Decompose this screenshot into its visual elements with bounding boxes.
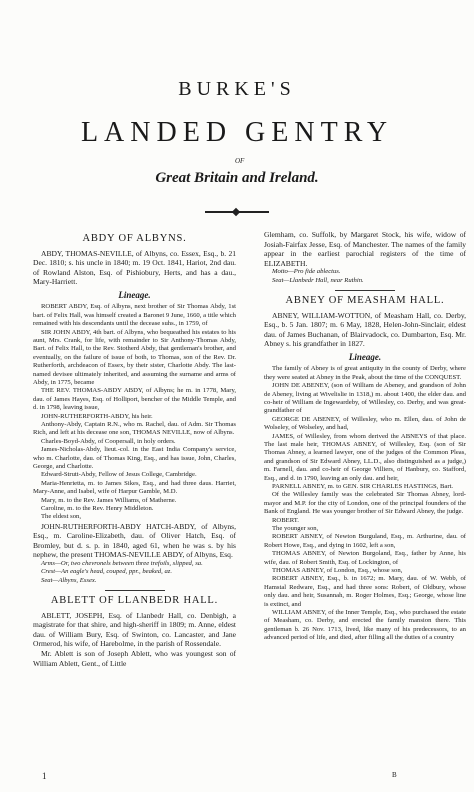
lineage-paragraph: GEORGE DE ABENEY, of Willesley, who m. Ellen, dau. of John de Wolseley, of Wolseley, and had, xyxy=(264,415,466,432)
signature-mark: B xyxy=(392,771,397,779)
lineage-paragraph: JAMES, of Willesley, from whom derived the ABNEYS of that place. The last male heir, THOMAS ABNEY, of Willesley, Esq. (son of Sir Thomas Abney, a learned lawyer, one of the judges of the Common Pleas, and grandson of Sir Edward Abney, LL.D., also distinguished as a judge,) m. Farnell, dau. and co-heir of George Villiers, of Hanbury, co. Stafford, Esq., and d. in 1790, leaving an only dau. and heir, xyxy=(264,432,466,482)
title-of: OF xyxy=(235,157,245,165)
lineage-paragraph: James-Nicholas-Abdy, lieut.-col. in the East India Company's service, who m. Charlotte, dau. of Thomas King, Esq., and has issue, John, Charles, George, and Charlotte. xyxy=(33,446,236,470)
body-paragraph: ABNEY, WILLIAM-WOTTON, of Measham Hall, co. Derby, Esq., b. 5 Jan. 1807; m. 6 May, 1828, Helen-John-Sinclair, eldest dau. of James Buchanan, of Blairvadock, co. Dumbarton, Esq. Mr. Abney s. his grandfather in 1827. xyxy=(264,310,466,349)
family-heading: ABNEY OF MEASHAM HALL. xyxy=(285,295,445,306)
title-divider xyxy=(205,211,269,213)
lineage-paragraph: THOMAS ABNEY, of Newton Burgoland, Esq., father by Anne, his wife, dau. of Robert Smith, Esq. of Lockington, of xyxy=(264,550,466,566)
section-divider xyxy=(105,590,165,591)
diamond-ornament-icon xyxy=(232,208,240,216)
lineage-paragraph: Mary, m. to the Rev. James Williams, of Matherne. xyxy=(41,496,177,504)
body-paragraph: Glemham, co. Suffolk, by Margaret Stock, his wife, widow of Josiah-Fairfax Jesse, Esq. of Manchester. The names of the family appear in the earliest parochial registers of the time of ELIZABETH. xyxy=(264,230,466,268)
lineage-paragraph: Anthony-Abdy, Captain R.N., who m. Rachel, dau. of Adm. Sir Thomas Rich, and left at his decease one son, THOMAS NEVILLE, now of Albyns. xyxy=(33,420,236,437)
lineage-paragraph: Of the Willesley family was the celebrated Sir Thomas Abney, lord-mayor and M.P. for the city of London, one of the principal founders of the Bank of England. He was younger brother of Sir Edward Abney, the judge. xyxy=(264,491,466,516)
body-paragraph: Mr. Ablett is son of Joseph Ablett, who was youngest son of William Ablett, Gent., of Little xyxy=(33,648,236,668)
body-paragraph: JOHN-RUTHERFORTH-ABDY HATCH-ABDY, of Albyns, Esq., m. Caroline-Elizabeth, dau. of Oliver Hatch, Esq. of Bromley, but d. s. p. in 1840, aged 61, when he was s. by his nephew, the present THOMAS-NEVILLE ABDY, of Albyns, Esq. xyxy=(33,521,236,560)
page-number: 1 xyxy=(42,771,47,781)
family-heading: ABLETT OF LLANBEDR HALL. xyxy=(50,595,219,607)
lineage-paragraph: Maria-Henrietta, m. to James Sikes, Esq., and had three daus. Harriet, Mary-Anne, and Isabel, wife of Harpur Gamble, M.D. xyxy=(33,479,236,496)
lineage-paragraph: Caroline, m. to the Rev. Henry Middleton. xyxy=(41,505,154,513)
right-column xyxy=(264,230,466,643)
lineage-paragraph: ROBERT. xyxy=(272,516,299,524)
arms-line: Motto—Pro fide ablectus. xyxy=(272,268,341,276)
lineage-paragraph: Edward-Strutt-Abdy, Fellow of Jesus College, Cambridge. xyxy=(41,471,197,479)
lineage-paragraph: ROBERT ABNEY, of Newton Burguland, Esq., m. Arthurine, dau. of Robert Howe, Esq., and dying in 1602, left a son, xyxy=(264,533,466,549)
title-burkes: BURKE'S xyxy=(178,78,296,100)
lineage-paragraph: PARNELL ABNEY, m. to GEN. SIR CHARLES HASTINGS, Bart. xyxy=(272,482,454,490)
lineage-paragraph: Charles-Boyd-Abdy, of Coopersall, in holy orders. xyxy=(41,437,176,445)
body-paragraph: ABDY, THOMAS-NEVILLE, of Albyns, co. Essex, Esq., b. 21 Dec. 1810; s. his uncle in 1840; m. 19 Oct. 1841, Hariot, 2nd dau. of Rowland Alston, Esq. of Pishiobury, Herts, and has a dau., Mary-Harriett. xyxy=(33,248,236,287)
lineage-paragraph: The family of Abney is of great antiquity in the county of Derby, where they were seated at Abney in the Peak, about the time of the CONQUEST. xyxy=(264,365,466,381)
lineage-paragraph: JOHN DE ABENEY, (son of William de Abeney, and grandson of John de Abeney, living at Wivelislie in 1318,) m. about 1400, the elder dau. and co-heir of William de Ingewardeby, of Willesley, co. Derby, and was great-grandfather of xyxy=(264,382,466,415)
lineage-paragraph: The younger son, xyxy=(272,525,319,532)
left-column xyxy=(33,230,236,668)
title-landed-gentry: LANDED GENTRY xyxy=(80,117,394,148)
lineage-paragraph: The eldest son, xyxy=(41,513,82,521)
arms-line: Seat—Albyns, Essex. xyxy=(41,576,97,584)
lineage-paragraph: THOMAS ABNEY, of London, Esq., whose son, xyxy=(272,567,403,575)
lineage-paragraph: THE REV. THOMAS-ABDY ABDY, of Albyns; he m. in 1778, Mary, dau. of James Hayes, Esq. of Holliport, bencher of the Middle Temple, and d. in 1798, leaving issue, xyxy=(33,387,236,412)
lineage-paragraph: WILLIAM ABNEY, of the Inner Temple, Esq., who purchased the estate of Measham, co. Derby, and erected the family mansion there. This gentleman b. 26 Nov. 1713, lived, like many of his predecessors, to an advanced period of life, and died, after filling all the duties of a country xyxy=(264,609,466,642)
body-paragraph: ABLETT, JOSEPH, Esq. of Llanbedr Hall, co. Denbigh, a magistrate for that shire, and high-sheriff in 1809; m. Anne, eldest dau. of William Bury, Esq. of Swinton, co. Lancaster, and Jane Ormerod, his wife, of Harebolme, in the parish of Rossendale. xyxy=(33,610,236,649)
lineage-paragraph: SIR JOHN ABDY, 4th bart. of Albyns, who bequeathed his estates to his aunt, Mrs. Crank, for life, with remainder to Sir Anthony-Thomas Abdy, Bart. of Felix Hall, to the Rev. Stotherd Abdy, that gentleman's brother, and eventually, on the failure of issue of both, to Thomas, son of the Rev. Dr. Rutherforth, archdeacon of Essex, by their sister, Charlotte Abdy. The last-named devisee ultimately inherited, and assuming the surname and arms of Abdy, in 1775, became xyxy=(33,328,236,386)
title-great-britain: Great Britain and Ireland. xyxy=(155,170,319,186)
arms-line: Crest—An eagle's head, couped, ppr., beaked, az. xyxy=(41,568,173,576)
lineage-heading: Lineage. xyxy=(118,289,151,300)
arms-line: Seat—Llanbedr Hall, near Ruthin. xyxy=(272,276,364,284)
family-heading: ABDY OF ALBYNS. xyxy=(82,233,187,244)
arms-line: Arms—Or, two chevronels between three trefoils, slipped, sa. xyxy=(41,560,203,568)
section-divider xyxy=(335,290,395,291)
lineage-heading: Lineage. xyxy=(348,351,382,362)
lineage-paragraph: JOHN-RUTHERFORTH-ABDY, his heir. xyxy=(41,412,153,420)
lineage-paragraph: ROBERT ABDY, Esq. of Albyns, next brother of Sir Thomas Abdy, 1st bart. of Felix Hall, was himself created a Baronet 9 June, 1660, a title which remained with his descendants until the decease suhs., in 1759, of xyxy=(33,303,236,328)
lineage-paragraph: ROBERT ABNEY, Esq., b. in 1672; m. Mary, dau. of W. Webb, of Hamstal Redware, Esq., and had three sons: Robert, of Oldbury, whose only dau. and heir, Susannah, m. Roger Holmes, Esq.; George, whose line is extinct, and xyxy=(264,575,466,608)
